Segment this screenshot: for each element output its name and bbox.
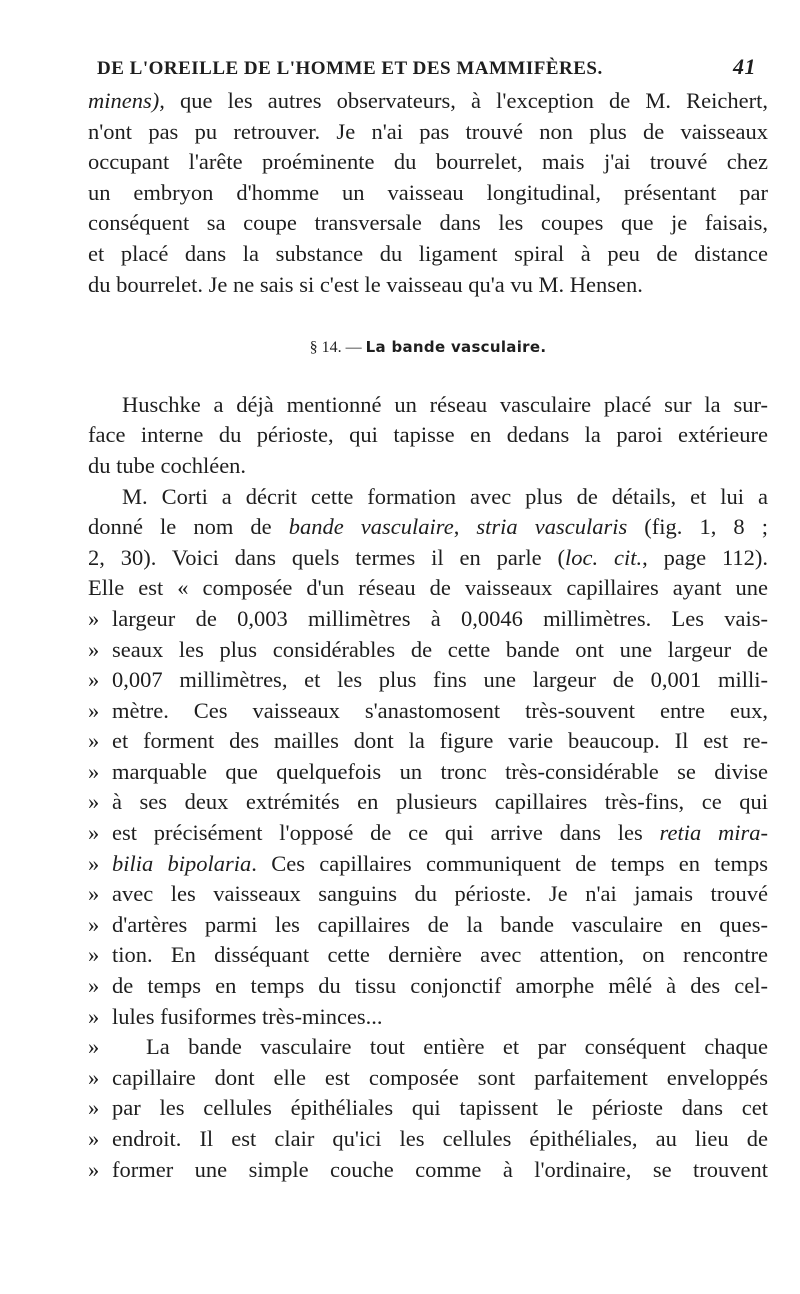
text-line: du bourrelet. Je ne sais si c'est le vaisseau qu'a vu M. Hensen.: [88, 271, 643, 297]
text-line: [88, 635, 768, 666]
text-line: un embryon d'homme un vaisseau longitudinal, présentant par: [88, 179, 768, 205]
italic-term: minens),: [88, 88, 165, 113]
text-span: mètre. Ces vaisseaux s'anastomosent très-souvent entre eux,: [112, 697, 768, 723]
text-span: lules fusiformes très-minces...: [112, 1003, 383, 1029]
text-line: [88, 1032, 768, 1063]
text-span: d'artères parmi les capillaires de la bande vasculaire en ques-: [112, 911, 768, 937]
quote-mark: »: [88, 973, 100, 999]
text-line: n'ont pas pu retrouver. Je n'ai pas trouvé non plus de vaisseaux: [88, 118, 768, 144]
quote-mark: »: [88, 605, 100, 631]
text-line: [88, 1093, 768, 1124]
text-line: et placé dans la substance du ligament spiral à peu de distance: [88, 240, 768, 266]
text-span: de temps en temps du tissu conjonctif amorphe mêlé à des cel-: [112, 973, 768, 999]
text-line: [88, 971, 768, 1002]
quote-mark: »: [88, 1003, 100, 1029]
text-span: 2, 30). Voici dans quels termes il en parle (: [88, 544, 565, 570]
text-span: 0,007 millimètres, et les plus fins une largeur de 0,001 milli-: [112, 667, 768, 693]
text-span: endroit. Il est clair qu'ici les cellules épithéliales, au lieu de: [112, 1126, 768, 1151]
text-line: occupant l'arête proéminente du bourrelet, mais j'ai trouvé chez: [88, 149, 768, 175]
section-heading: [88, 332, 768, 364]
quote-mark: »: [88, 728, 100, 754]
quote-mark: »: [88, 789, 100, 815]
page-number: 41: [733, 54, 756, 79]
quote-mark: »: [88, 1034, 100, 1060]
text-line: [88, 1155, 768, 1186]
text-line: [88, 604, 768, 635]
text-line: face interne du périoste, qui tapisse en dedans la paroi extérieure: [88, 422, 768, 448]
text-line: [88, 757, 768, 788]
italic-term: bande vasculaire: [288, 514, 454, 540]
italic-term: bilia bipolaria: [112, 850, 252, 876]
text-line: [88, 696, 768, 727]
text-span: avec les vaisseaux sanguins du périoste. Je n'ai jamais trouvé: [112, 881, 768, 907]
text-line: Elle est « composée d'un réseau de vaisseaux capillaires ayant une: [88, 575, 768, 601]
quote-mark: »: [88, 881, 100, 907]
text-line: [88, 726, 768, 757]
quote-mark: »: [88, 820, 100, 846]
quote-mark: »: [88, 667, 100, 693]
text-line: [88, 86, 768, 117]
text-span: largeur de 0,003 millimètres à 0,0046 millimètres. Les vais-: [112, 605, 768, 631]
text-span: ,: [453, 514, 477, 540]
text-span: à ses deux extrémités en plusieurs capillaires très-fins, ce qui: [112, 789, 768, 815]
paragraph-3: [88, 482, 768, 604]
text-line: [88, 849, 768, 880]
text-line: [88, 1124, 768, 1155]
quote-mark: »: [88, 636, 100, 662]
body-text: [88, 86, 768, 1185]
quote-mark: »: [88, 850, 100, 876]
quote-mark: »: [88, 942, 100, 968]
text-line: [88, 787, 768, 818]
quote-mark: »: [88, 758, 100, 784]
text-line: [88, 1063, 768, 1094]
running-title: DE L'OREILLE DE L'HOMME ET DES MAMMIFÈRES.: [97, 58, 603, 79]
quotation-block: [88, 604, 768, 818]
text-span: . Ces capillaires communiquent de temps en temps: [251, 850, 768, 876]
text-span: donné le nom de: [88, 514, 289, 540]
text-line: conséquent sa coupe transversale dans les coupes que je faisais,: [88, 210, 768, 236]
text-line: [88, 1002, 768, 1033]
text-span: La bande vasculaire tout entière et par conséquent chaque: [146, 1034, 768, 1060]
running-header: [97, 54, 768, 86]
text-span: marquable que quelquefois un tronc très-considérable se divise: [112, 758, 768, 784]
text-span: former une simple couche comme à l'ordinaire, se trouvent: [112, 1156, 768, 1182]
text-span: par les cellules épithéliales qui tapissent le périoste dans cet: [112, 1095, 768, 1121]
text-line: [88, 879, 768, 910]
text-line: [88, 910, 768, 941]
quote-mark: »: [88, 697, 100, 723]
text-span: que les autres observateurs, à l'exception de M. Reichert,: [164, 88, 768, 113]
paragraph-1: [88, 86, 768, 300]
text-line: [88, 665, 768, 696]
quotation-block: [88, 879, 768, 1032]
text-line: [88, 940, 768, 971]
text-line: du tube cochléen.: [88, 452, 247, 478]
italic-term: loc. cit.: [564, 544, 643, 570]
quote-mark: »: [88, 1156, 100, 1182]
quote-mark: »: [88, 1064, 100, 1090]
quotation-block: [88, 1032, 768, 1185]
italic-term: stria vascularis: [476, 514, 628, 540]
text-line: [88, 543, 768, 574]
text-span: (fig. 1, 8 ;: [627, 514, 768, 540]
quote-mark: »: [88, 1095, 100, 1121]
text-line: M. Corti a décrit cette formation avec plus de détails, et lui a: [122, 483, 768, 509]
text-span: capillaire dont elle est composée sont parfaitement enveloppés: [112, 1064, 768, 1090]
italic-term: retia mira-: [659, 820, 768, 846]
section-number: § 14. —: [309, 339, 362, 357]
text-span: est précisément l'opposé de ce qui arrive dans les: [112, 820, 660, 846]
text-line: [88, 818, 768, 849]
section-title: La bande vasculaire.: [365, 338, 547, 357]
text-span: seaux les plus considérables de cette bande ont une largeur de: [112, 636, 768, 662]
text-span: et forment des mailles dont la figure varie beaucoup. Il est re-: [112, 728, 768, 754]
text-line: [88, 512, 768, 543]
quote-mark: »: [88, 911, 100, 937]
text-span: tion. En disséquant cette dernière avec attention, on rencontre: [112, 942, 768, 968]
text-line: Huschke a déjà mentionné un réseau vasculaire placé sur la sur-: [122, 391, 768, 417]
paragraph-2: [88, 390, 768, 482]
quote-mark: »: [88, 1126, 100, 1151]
text-span: , page 112).: [642, 544, 768, 570]
book-page: [88, 54, 768, 1185]
